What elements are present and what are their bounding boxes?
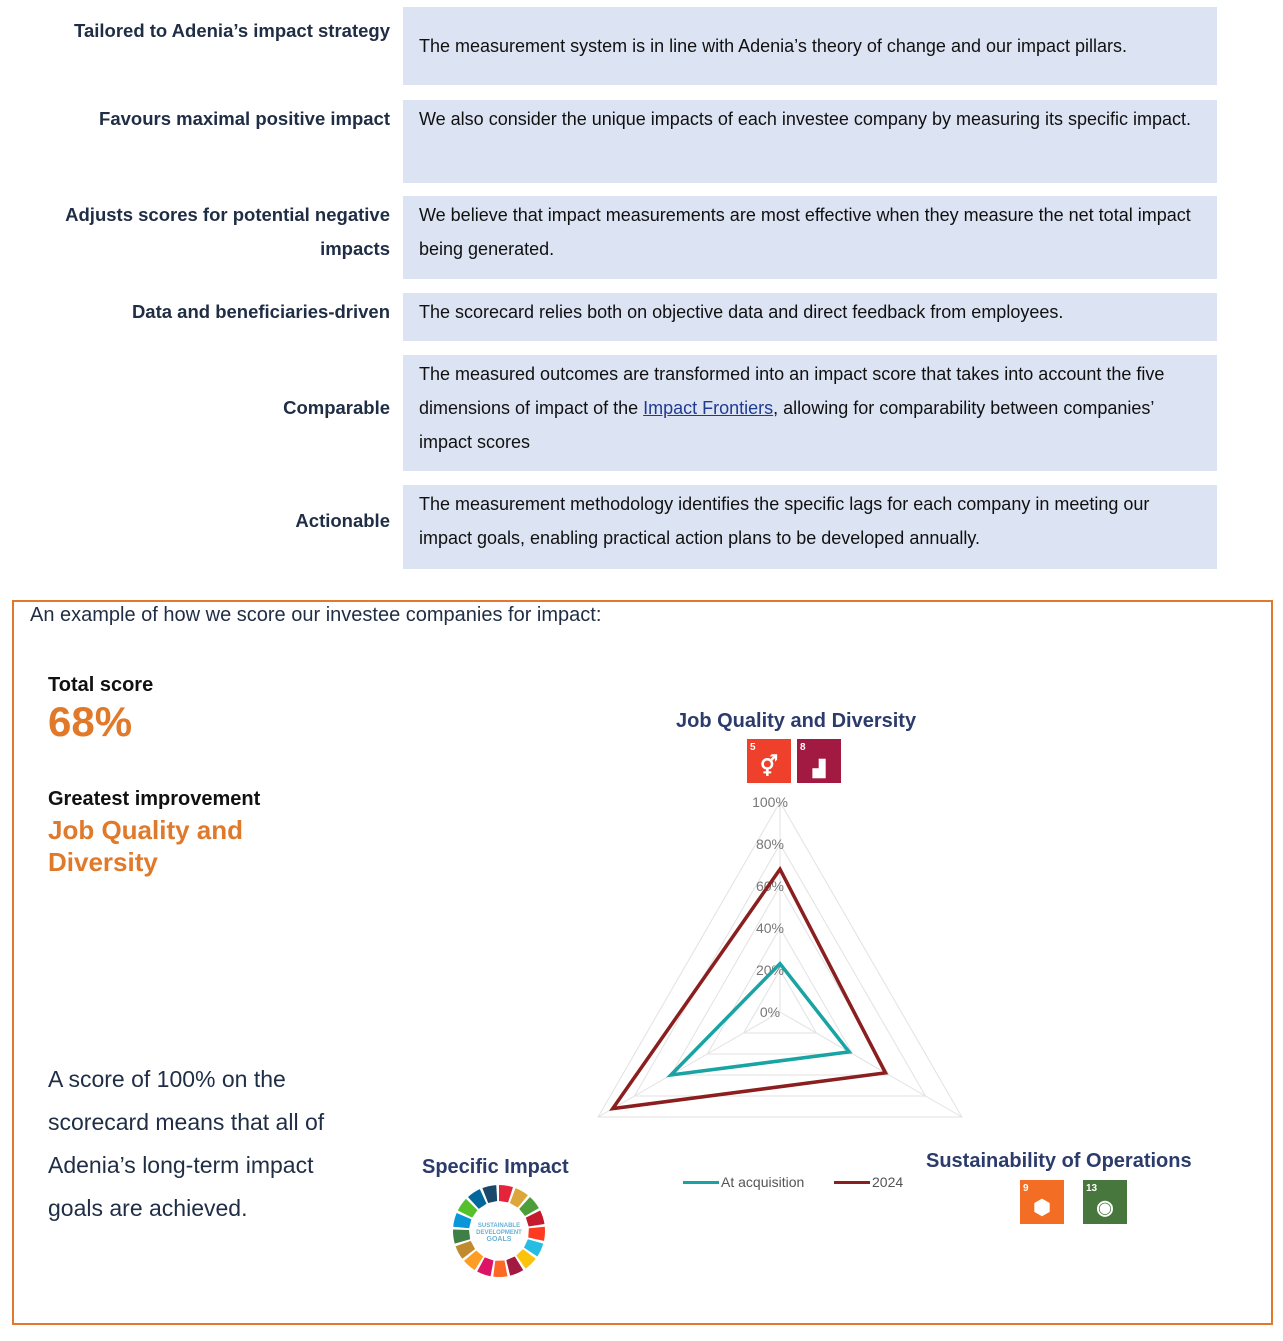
sdg-number: 13 (1086, 1183, 1098, 1194)
gender-icon: ⚥ (759, 756, 779, 778)
scorecard-example-box (12, 600, 1273, 1325)
pillar-title-job-quality: Job Quality and Diversity (676, 710, 917, 732)
radar-tick-label: 100% (752, 794, 788, 810)
impact-frontiers-link[interactable]: Impact Frontiers (643, 398, 774, 418)
principle-description: We believe that impact measurements are most effective when they measure the net total impact being generated. (403, 196, 1217, 279)
example-intro: An example of how we score our investee companies for impact: (30, 604, 602, 626)
svg-text:DEVELOPMENT: DEVELOPMENT (476, 1230, 522, 1236)
principle-description: The measurement system is in line with Adenia’s theory of change and our impact pillars. (403, 7, 1217, 85)
principle-label: Comparable (283, 397, 390, 418)
sdg-number: 9 (1023, 1183, 1029, 1194)
pillar-title-specific-impact: Specific Impact (422, 1156, 569, 1178)
principle-label: Actionable (295, 510, 390, 531)
sdg-number: 5 (750, 742, 756, 753)
principle-text: The measured outcomes are transformed into an impact score that takes into account the five dimensions of impact of the (419, 364, 1165, 418)
radar-tick-label: 20% (755, 962, 785, 978)
legend-at-acquisition (683, 1174, 804, 1190)
principle-description (403, 355, 1217, 471)
principle-description: The scorecard relies both on objective data and direct feedback from employees. (403, 293, 1217, 341)
radar-tick-label: 40% (755, 920, 785, 936)
principle-description: The measurement methodology identifies the specific lags for each company in meeting our impact goals, enabling practical action plans to be developed annually. (403, 485, 1217, 569)
radar-tick-label: 80% (755, 836, 785, 852)
legend-swatch (683, 1181, 719, 1184)
growth-chart-icon: ▟ (812, 761, 826, 778)
total-score-label: Total score (48, 674, 154, 696)
principle-label: Data and beneficiaries-driven (131, 301, 390, 322)
radar-tick-label: 0% (759, 1004, 781, 1020)
scorecard-note: A score of 100% on the scorecard means that all of Adenia’s long-term impact goals are achieved. (48, 1066, 325, 1221)
principle-text: , allowing for comparability between companies’ impact scores (419, 398, 1154, 452)
svg-text:SUSTAINABLE: SUSTAINABLE (477, 1223, 521, 1229)
radar-tick-label: 60% (755, 878, 785, 894)
pillar-title-sustainability: Sustainability of Operations (926, 1150, 1192, 1172)
greatest-improvement-value: Job Quality and Diversity (48, 815, 244, 877)
total-score-value: 68% (48, 698, 133, 745)
impact-radar-chart (14, 602, 1271, 1323)
principle-label: Adjusts scores for potential negative impacts (65, 204, 390, 259)
legend-label: 2024 (872, 1174, 904, 1190)
radar-axis-line (780, 1012, 962, 1117)
legend-2024 (834, 1174, 903, 1190)
principle-label: Favours maximal positive impact (99, 108, 390, 129)
eye-globe-icon: ◉ (1096, 1197, 1114, 1219)
legend-label: At acquisition (721, 1174, 805, 1190)
cubes-icon: ⬢ (1033, 1197, 1051, 1219)
svg-text:GOALS: GOALS (486, 1236, 512, 1243)
principle-label: Tailored to Adenia’s impact strategy (74, 20, 390, 41)
legend-swatch (834, 1181, 870, 1184)
greatest-improvement-label: Greatest improvement (48, 788, 261, 810)
principle-description: We also consider the unique impacts of each investee company by measuring its specific impact. (403, 100, 1217, 183)
radar-series-2024 (613, 869, 886, 1108)
sdg-number: 8 (800, 742, 806, 753)
